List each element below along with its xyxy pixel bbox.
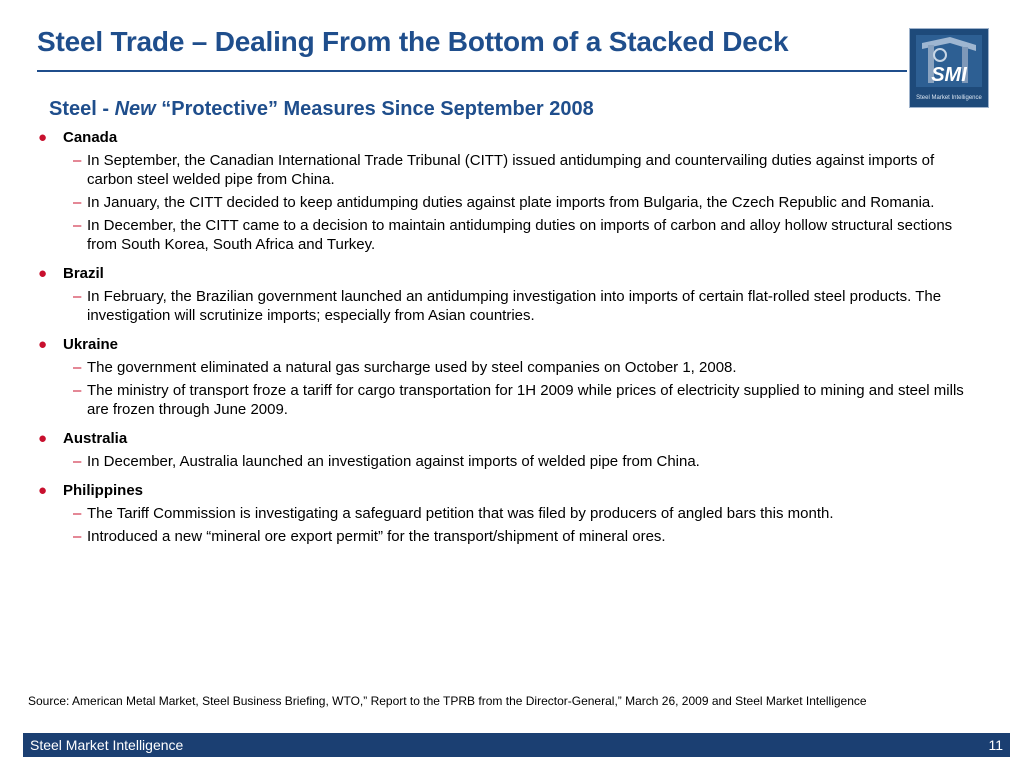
title-divider	[37, 70, 907, 72]
heading-text: Canada	[63, 129, 118, 146]
section-canada	[38, 128, 978, 254]
footer-bar	[23, 733, 1010, 757]
bullet-icon: ●	[38, 430, 48, 447]
list-item	[38, 358, 978, 377]
section-heading	[38, 264, 978, 283]
dash-icon: –	[73, 382, 82, 399]
section-heading	[38, 429, 978, 448]
dash-icon: –	[73, 288, 82, 305]
dash-icon: –	[73, 152, 82, 169]
section-australia	[38, 429, 978, 471]
section-heading	[38, 128, 978, 147]
item-text: The ministry of transport froze a tariff for cargo transportation for 1H 2009 while prices of electricity supplied to mining and steel mills are frozen through June 2009.	[87, 382, 964, 418]
item-text: Introduced a new “mineral ore export permit” for the transport/shipment of mineral ores.	[87, 528, 666, 545]
heading-text: Philippines	[63, 482, 144, 499]
slide-title: Steel Trade – Dealing From the Bottom of a Stacked Deck	[37, 26, 789, 57]
bullet-list	[38, 128, 978, 556]
item-text: In December, the CITT came to a decision to maintain antidumping duties on imports of carbon and alloy hollow structural sections from South Korea, South Africa and Turkey.	[87, 217, 953, 253]
smi-logo	[909, 28, 989, 108]
list-item	[38, 193, 978, 212]
section-ukraine	[38, 335, 978, 419]
item-text: In January, the CITT decided to keep antidumping duties against plate imports from Bulgaria, the Czech Republic and Romania.	[87, 194, 935, 211]
page-number: 11	[988, 737, 1003, 753]
item-text: In February, the Brazilian government launched an antidumping investigation into imports of certain flat-rolled steel products. The investigation will scrutinize imports; especially from Asian countries.	[87, 288, 942, 324]
logo-text: SMI	[931, 64, 967, 86]
dash-icon: –	[73, 505, 82, 522]
item-text: In December, Australia launched an investigation against imports of welded pipe from China.	[87, 453, 700, 470]
heading-text: Ukraine	[63, 336, 119, 353]
item-text: The Tariff Commission is investigating a safeguard petition that was filed by producers of angled bars this month.	[87, 505, 834, 522]
section-heading	[38, 481, 978, 500]
list-item	[38, 381, 978, 419]
heading-text: Australia	[63, 430, 128, 447]
slide-subtitle	[49, 98, 594, 121]
list-item	[38, 216, 978, 254]
logo-caption: Steel Market Intelligence	[916, 95, 982, 101]
heading-text: Brazil	[63, 265, 104, 282]
section-philippines	[38, 481, 978, 546]
subtitle-prefix: Steel -	[49, 98, 115, 120]
section-brazil	[38, 264, 978, 325]
bullet-icon: ●	[38, 265, 48, 282]
section-heading	[38, 335, 978, 354]
list-item	[38, 452, 978, 471]
bullet-icon: ●	[38, 482, 48, 499]
subtitle-new: New	[114, 98, 156, 120]
bullet-icon: ●	[38, 129, 48, 146]
item-text: The government eliminated a natural gas surcharge used by steel companies on October 1, 2008.	[87, 359, 737, 376]
list-item	[38, 504, 978, 523]
dash-icon: –	[73, 194, 82, 211]
dash-icon: –	[73, 453, 82, 470]
dash-icon: –	[73, 217, 82, 234]
list-item	[38, 287, 978, 325]
list-item	[38, 151, 978, 189]
source-note: Source: American Metal Market, Steel Business Briefing, WTO,” Report to the TPRB from the Director-General,” March 26, 2009 and Steel Market Intelligence	[28, 694, 867, 708]
footer-company: Steel Market Intelligence	[30, 737, 184, 753]
bullet-icon: ●	[38, 336, 48, 353]
dash-icon: –	[73, 528, 82, 545]
subtitle-suffix: “Protective” Measures Since September 2008	[155, 98, 594, 120]
dash-icon: –	[73, 359, 82, 376]
list-item	[38, 527, 978, 546]
item-text: In September, the Canadian International Trade Tribunal (CITT) issued antidumping and countervailing duties against imports of carbon steel welded pipe from China.	[87, 152, 935, 188]
